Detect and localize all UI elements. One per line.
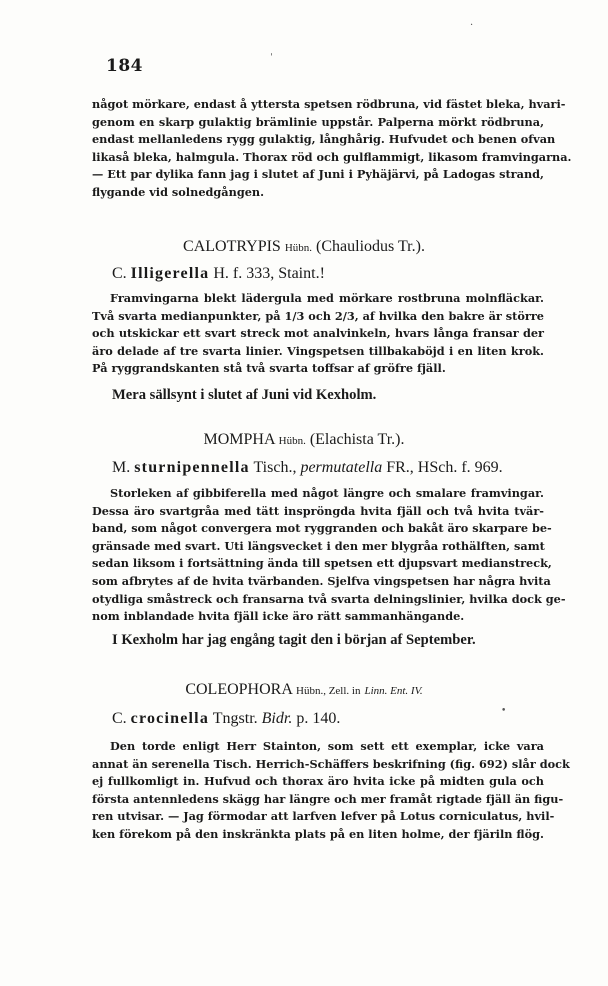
species-locality-sturnipennella: I Kexholm har jag engång tagit den i början af September. [112,632,476,648]
scan-speck: ˌ [270,46,273,57]
text-line: Den torde enligt Herr Stainton, som sett ett exemplar, icke vara [110,739,544,753]
species-synonym: permutatella [300,459,383,476]
text-line: likaså bleka, halmgula. Thorax röd och gulflammigt, likasom framvingarna. [92,149,572,164]
text-line: flygande vid solnedgången. [92,184,265,199]
text-line: endast mellanledens rygg gulaktig, långhårig. Hufvudet och benen ofvan [92,132,556,147]
scan-speck: • [501,706,507,716]
species-description-crocinella [92,738,570,844]
text-line: annat än serenella Tisch. Herrich-Schäffers beskrifning (fig. 692) slår dock [92,756,570,771]
species-page: p. 140. [296,710,341,727]
species-reference: Bidr. [261,710,293,727]
species-description-illigerella [92,290,544,378]
text-line: nom inblandade hvita fjäll icke äro rätt sammanhängande. [92,609,465,624]
text-line: ren utvisar. — Jag förmodar att larfven lefver på Lotus corniculatus, hvil- [92,809,555,824]
genus-synonym: (Elachista Tr.). [309,431,405,448]
species-name: Illigerella [130,265,210,282]
genus-reference: Linn. Ent. IV. [364,685,423,697]
text-line: genom en skarp gulaktig brämlinie uppstår. Palperna mörkt rödbruna, [92,114,544,129]
text-line: Framvingarna blekt lädergula med mörkare rostbruna molnfläckar. [110,291,544,305]
genus-heading-calotrypis [0,238,608,256]
species-heading-illigerella [112,265,325,283]
text-line: något mörkare, endast å yttersta spetsen rödbruna, vid fästet bleka, hvari- [92,97,566,111]
species-heading-crocinella [112,710,340,728]
text-line: äro delade af tre svarta linier. Vingspetsen tillbakaböjd i en liten krok. [92,343,544,358]
text-line: band, som något convergera mot ryggranden och bakåt äro skarpare be- [92,521,552,536]
genus-name: CALOTRYPIS [183,238,281,255]
text-line: På ryggrandskanten stå två svarta toffsar af gröfre fjäll. [92,361,446,376]
species-name: crocinella [130,710,210,727]
genus-heading-mompha [0,431,608,449]
genus-author: Hübn. [284,242,313,254]
species-author: Tngstr. [212,710,258,727]
genus-name: MOMPHA [203,431,275,448]
text-line: Två svarta medianpunkter, på 1/3 och 2/3, af hvilka den bakre är större [92,308,544,323]
intro-paragraph [92,96,572,202]
species-name: sturnipennella [134,459,250,476]
species-locality-illigerella: Mera sällsynt i slutet af Juni vid Kexholm. [112,387,377,403]
genus-author: Hübn., Zell. in [296,685,361,697]
text-line: otydliga småstreck och fransarna två svarta delningslinier, hvilka dock ge- [92,591,566,606]
text-line: ej fullkomligt in. Hufvud och thorax äro hvita icke på midten gula och [92,774,544,789]
species-author: Tisch., [253,459,297,476]
species-prefix: C. [112,710,127,727]
text-line: Dessa äro svartgråa med tätt inspröngda hvita fjäll och två hvita tvär- [92,503,544,518]
page-number: 184 [106,56,143,76]
genus-synonym: (Chauliodus Tr.). [316,238,425,255]
genus-author: Hübn. [278,435,306,447]
text-line: som afbrytes af de hvita tvärbanden. Sjelfva vingspetsen har några hvita [92,573,551,588]
genus-heading-coleophora [0,681,608,699]
species-reference: FR., HSch. f. 969. [386,459,503,476]
species-prefix: C. [112,265,127,282]
text-line: sedan liksom i fortsättning ända till spetsen ett djupsvart medianstreck, [92,556,552,571]
species-heading-sturnipennella [112,459,503,477]
text-line: — Ett par dylika fann jag i slutet af Juni i Pyhäjärvi, på Ladogas strand, [92,167,544,182]
text-line: Storleken af gibbiferella med något längre och smalare framvingar. [110,486,544,500]
text-line: gränsade med svart. Uti längsvecket i den mer blygråa rothälften, samt [92,538,545,553]
scan-speck: · [470,20,474,31]
genus-name: COLEOPHORA [185,681,293,698]
text-line: första antennledens skägg har längre och mer framåt rigtade fjäll än figu- [92,791,564,806]
text-line: ken förekom på den inskränkta plats på en liten holme, der fjäriln flög. [92,826,544,841]
species-prefix: M. [112,459,131,476]
text-line: och utskickar ett svart streck mot analvinkeln, hvars långa fransar der [92,326,544,341]
species-description-sturnipennella [92,485,566,626]
species-reference: H. f. 333, Staint.! [213,265,325,282]
